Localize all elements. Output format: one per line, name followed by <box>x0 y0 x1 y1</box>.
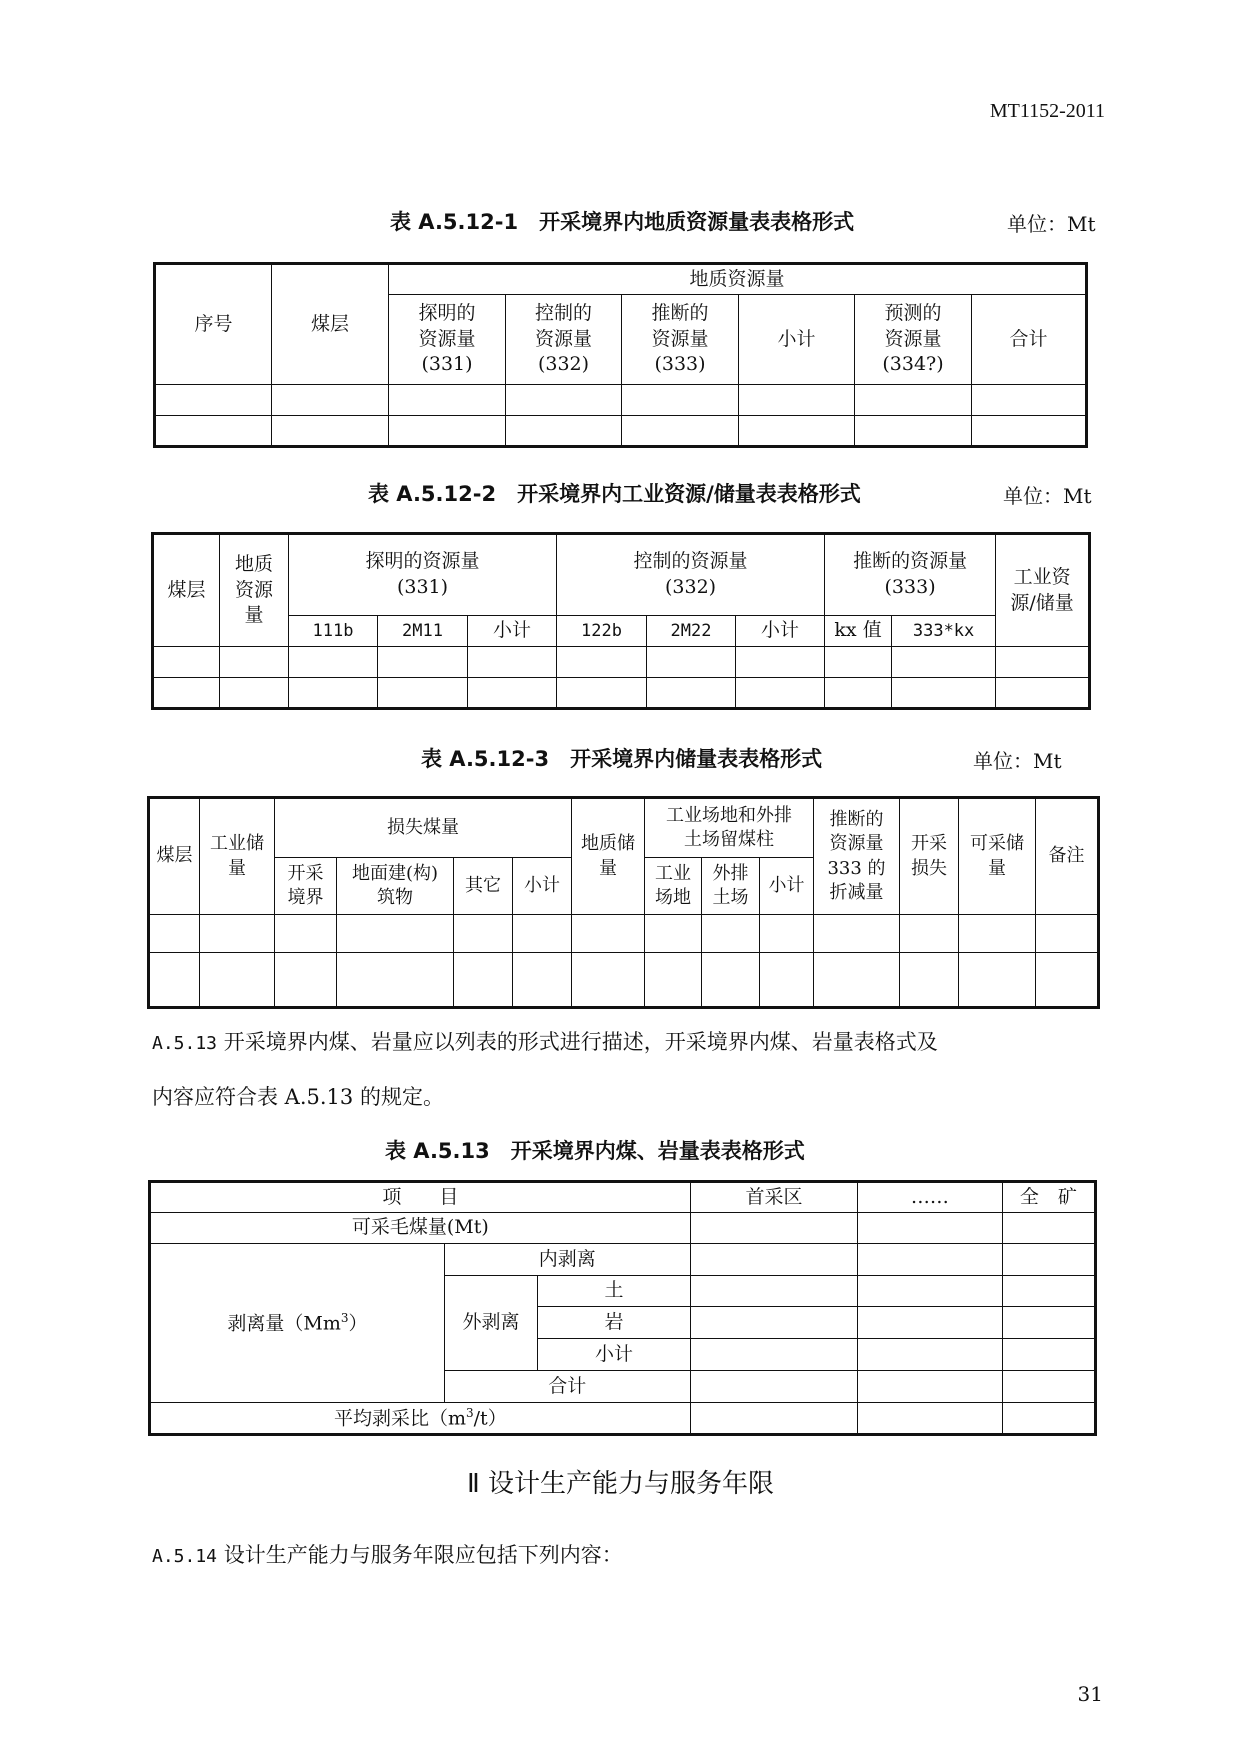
col-header-recoverable: 可采储 量 <box>959 798 1036 915</box>
table-row <box>150 1244 1096 1276</box>
table-1-unit: 单位：Mt <box>1007 212 1096 236</box>
sub-header-subtotal: 小计 <box>513 858 572 915</box>
paragraph-a513-line1 <box>152 1026 938 1056</box>
sub-header-industrial-site: 工业 场地 <box>645 858 702 915</box>
col-header-industrial-reserve: 工业储 量 <box>200 798 275 915</box>
row-label-subtotal: 小计 <box>538 1339 690 1371</box>
col-header-inferred-333: 推断的资源量 (333) <box>825 534 996 616</box>
page-number: 31 <box>1077 1682 1103 1706</box>
col-header-geologic-reserve: 地质储 量 <box>572 798 645 915</box>
col-header-seam: 煤层 <box>153 534 220 647</box>
clause-number: A.5.14 <box>152 1546 218 1567</box>
sub-header-subtotal: 小计 <box>736 616 825 647</box>
sub-header-boundary: 开采 境界 <box>275 858 337 915</box>
table-4-caption: 表 A.5.13 开采境界内煤、岩量表表格形式 <box>385 1139 805 1163</box>
row-label-stripping-ratio: 平均剥采比$(m^3/t)$ <box>150 1403 691 1435</box>
col-header-pillar: 工业场地和外排 土场留煤柱 <box>645 798 814 858</box>
sub-header-2m11: 2M11 <box>378 616 468 647</box>
col-header-controlled-332: 控制的资源量 (332) <box>557 534 825 616</box>
table-2-unit: 单位：Mt <box>1003 484 1092 508</box>
table-3-unit: 单位：Mt <box>973 749 1062 773</box>
sub-header-other: 其它 <box>454 858 513 915</box>
col-header-334: 预测的 资源量 (334?) <box>855 295 972 385</box>
sub-header-subtotal: 小计 <box>760 858 814 915</box>
row-label-stripping: 剥离量（Mm$^3$） <box>150 1244 445 1403</box>
row-label-coal: 可采毛煤量(Mt) <box>150 1213 691 1244</box>
col-header-geologic: 地质 资源 量 <box>220 534 289 647</box>
paragraph-a514 <box>152 1539 623 1569</box>
table-row <box>149 915 1099 953</box>
coal-rock-volume-table <box>148 1180 1097 1436</box>
col-header-seq: 序号 <box>155 264 272 385</box>
table-row <box>150 1403 1096 1435</box>
col-header-item: 项 目 <box>150 1182 691 1213</box>
col-header-333: 推断的 资源量 (333) <box>622 295 739 385</box>
table-row <box>155 385 1087 416</box>
document-code: MT1152-2011 <box>989 100 1105 122</box>
sub-header-dump: 外排 土场 <box>702 858 760 915</box>
col-header-subtotal: 小计 <box>739 295 855 385</box>
col-header-seam: 煤层 <box>149 798 200 915</box>
table-row <box>155 416 1087 447</box>
table-row <box>153 678 1090 709</box>
row-label-outer-stripping: 外剥离 <box>444 1276 537 1371</box>
col-header-inferred-reduction: 推断的 资源量 333 的 折减量 <box>814 798 900 915</box>
table-2-caption: 表 A.5.12-2 开采境界内工业资源/储量表表格形式 <box>368 482 861 506</box>
row-label-soil: 土 <box>538 1276 690 1307</box>
col-header-coal-loss: 损失煤量 <box>275 798 572 858</box>
sub-header-buildings: 地面建(构) 筑物 <box>337 858 454 915</box>
row-label-rock: 岩 <box>538 1307 690 1339</box>
paragraph-text: 设计生产能力与服务年限应包括下列内容： <box>223 1543 623 1567</box>
col-header-mining-loss: 开采 损失 <box>900 798 959 915</box>
col-header-seam: 煤层 <box>272 264 389 385</box>
sub-header-subtotal: 小计 <box>468 616 557 647</box>
col-header-geologic-resource: 地质资源量 <box>389 264 1087 295</box>
row-label-total: 合计 <box>444 1371 690 1403</box>
col-header-proven-331: 探明的资源量 (331) <box>289 534 557 616</box>
sub-header-2m22: 2M22 <box>647 616 736 647</box>
table-row <box>153 647 1090 678</box>
col-header-332: 控制的 资源量 (332) <box>506 295 622 385</box>
table-1-caption: 表 A.5.12-1 开采境界内地质资源量表表格形式 <box>390 210 855 234</box>
sub-header-122b: 122b <box>557 616 647 647</box>
col-header-331: 探明的 资源量 (331) <box>389 295 506 385</box>
sub-header-333kx: 333*kx <box>892 616 996 647</box>
col-header-remark: 备注 <box>1036 798 1099 915</box>
sub-header-kx: kx 值 <box>825 616 892 647</box>
table-row <box>149 953 1099 1008</box>
paragraph-text: 开采境界内煤、岩量应以列表的形式进行描述，开采境界内煤、岩量表格式及 <box>223 1030 938 1054</box>
table-3-caption: 表 A.5.12-3 开采境界内储量表表格形式 <box>421 747 823 771</box>
col-header-first-area: 首采区 <box>690 1182 858 1213</box>
row-label-inner-stripping: 内剥离 <box>444 1244 690 1276</box>
sub-header-111b: 111b <box>289 616 378 647</box>
col-header-industrial: 工业资 源/储量 <box>996 534 1090 647</box>
reserve-table <box>147 796 1100 1009</box>
table-row <box>150 1213 1096 1244</box>
paragraph-a513-line2: 内容应符合表 A.5.13 的规定。 <box>152 1085 444 1109</box>
geologic-resource-table <box>153 262 1088 448</box>
industrial-resource-table <box>151 532 1091 710</box>
col-header-whole-mine: 全 矿 <box>1002 1182 1095 1213</box>
section-title: Ⅱ 设计生产能力与服务年限 <box>466 1469 775 1499</box>
col-header-ellipsis: …… <box>858 1182 1002 1213</box>
col-header-total: 合计 <box>972 295 1087 385</box>
clause-number: A.5.13 <box>152 1033 218 1054</box>
